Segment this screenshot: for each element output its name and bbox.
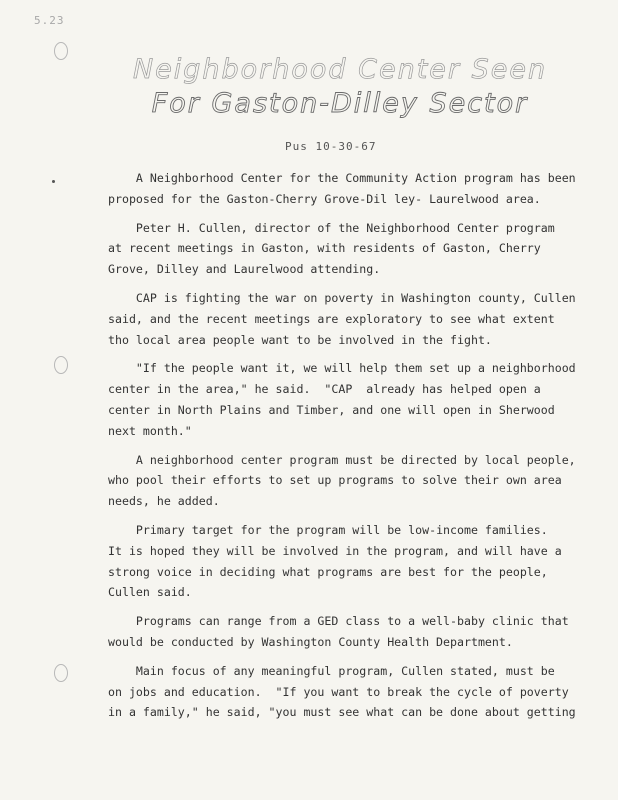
article-line-text: Primary target for the program will be low-income families. bbox=[135, 522, 548, 537]
article-line-text: next month." bbox=[108, 423, 192, 438]
article-line-text: center in the area," he said. "CAP already has helped open a bbox=[108, 382, 541, 397]
paragraph-gap bbox=[108, 512, 563, 520]
article-paragraph bbox=[108, 520, 563, 603]
paragraph-gap bbox=[108, 280, 563, 288]
article-paragraph bbox=[108, 218, 563, 280]
paragraph-indent bbox=[108, 361, 136, 375]
article-line-text: proposed for the Gaston-Cherry Grove-Dil ley- Laurelwood area. bbox=[108, 191, 541, 206]
article-line bbox=[108, 682, 569, 703]
article-line-text: strong voice in deciding what programs are best for the people, bbox=[108, 564, 548, 579]
article-line bbox=[108, 491, 563, 512]
punch-hole-mark bbox=[54, 356, 68, 374]
paragraph-indent bbox=[108, 171, 136, 185]
article-line-text: Peter H. Cullen, director of the Neighborhood Center program bbox=[135, 220, 555, 235]
dateline: Pus 10-30-67 bbox=[285, 140, 377, 153]
article-paragraph bbox=[108, 661, 576, 723]
punch-hole-mark bbox=[54, 664, 68, 682]
article-line-text: would be conducted by Washington County Health Department. bbox=[108, 634, 513, 649]
article-paragraph bbox=[108, 450, 576, 512]
article-line-text: who pool their efforts to set up programs to solve their own area bbox=[108, 473, 562, 488]
article-line-text: A Neighborhood Center for the Community Action program has been bbox=[135, 171, 576, 185]
article-line bbox=[108, 421, 563, 442]
article-line-text: on jobs and education. "If you want to break the cycle of poverty bbox=[108, 684, 569, 699]
article-line-text: Cullen said. bbox=[108, 585, 192, 600]
article-line bbox=[108, 450, 576, 471]
article-line bbox=[108, 309, 563, 330]
paragraph-gap bbox=[108, 350, 563, 358]
article-paragraph bbox=[108, 358, 576, 441]
paragraph-indent bbox=[108, 221, 136, 235]
article-line-text: Grove, Dilley and Laurelwood attending. bbox=[108, 262, 381, 277]
article-line bbox=[108, 379, 563, 400]
article-line-text: CAP is fighting the war on poverty in Washington county, Cullen bbox=[135, 290, 576, 305]
article-line bbox=[108, 702, 576, 723]
article-line bbox=[108, 238, 563, 259]
article-line bbox=[108, 218, 563, 239]
article-line bbox=[108, 632, 563, 653]
article-line bbox=[108, 470, 563, 491]
article-line bbox=[108, 189, 563, 210]
headline-line-2: For Gaston-Dilley Sector bbox=[151, 88, 529, 119]
article-line bbox=[108, 400, 563, 421]
paragraph-gap bbox=[108, 603, 563, 611]
paragraph-indent bbox=[108, 291, 136, 305]
article-line-text: A neighborhood center program must be directed by local people, bbox=[135, 452, 576, 467]
article-line-text: at recent meetings in Gaston, with residents of Gaston, Cherry bbox=[108, 241, 541, 256]
article-line bbox=[108, 168, 576, 189]
headline-line-1: Neighborhood Center Seen bbox=[132, 54, 548, 85]
article-line-text: It is hoped they will be involved in the program, and will have a bbox=[108, 543, 562, 558]
article-line bbox=[108, 358, 576, 379]
article-line-text: in a family," he said, "you must see what can be done about getting bbox=[108, 705, 576, 720]
article-line bbox=[108, 582, 563, 603]
paragraph-gap bbox=[108, 653, 563, 661]
paragraph-gap bbox=[108, 442, 563, 450]
article-line-text: Programs can range from a GED class to a well-baby clinic that bbox=[135, 614, 569, 629]
article-line-text: said, and the recent meetings are exploratory to see what extent bbox=[108, 311, 555, 326]
article-paragraph bbox=[108, 611, 569, 653]
article-line bbox=[108, 661, 563, 682]
article-line bbox=[108, 611, 569, 632]
paragraph-indent bbox=[108, 614, 136, 628]
paragraph-indent bbox=[108, 664, 136, 678]
article-line-text: tho local area people want to be involved in the fight. bbox=[108, 332, 492, 347]
article-line bbox=[108, 330, 563, 351]
punch-hole-mark bbox=[54, 42, 68, 60]
margin-dot bbox=[52, 180, 55, 183]
article-paragraph bbox=[108, 168, 576, 210]
article-body bbox=[108, 168, 576, 723]
corner-mark: 5.23 bbox=[34, 14, 65, 27]
paragraph-indent bbox=[108, 523, 136, 537]
article-line bbox=[108, 288, 576, 309]
article-line bbox=[108, 259, 563, 280]
article-paragraph bbox=[108, 288, 576, 350]
paragraph-gap bbox=[108, 210, 563, 218]
article-line-text: center in North Plains and Timber, and one will open in Sherwood bbox=[108, 402, 555, 417]
article-line-text: needs, he added. bbox=[108, 494, 220, 509]
paragraph-indent bbox=[108, 453, 136, 467]
article-line bbox=[108, 541, 563, 562]
article-line bbox=[108, 562, 563, 583]
article-line-text: "If the people want it, we will help them set up a neighborhood bbox=[135, 361, 576, 376]
article-line-text: Main focus of any meaningful program, Cullen stated, must be bbox=[135, 663, 555, 678]
article-line bbox=[108, 520, 563, 541]
